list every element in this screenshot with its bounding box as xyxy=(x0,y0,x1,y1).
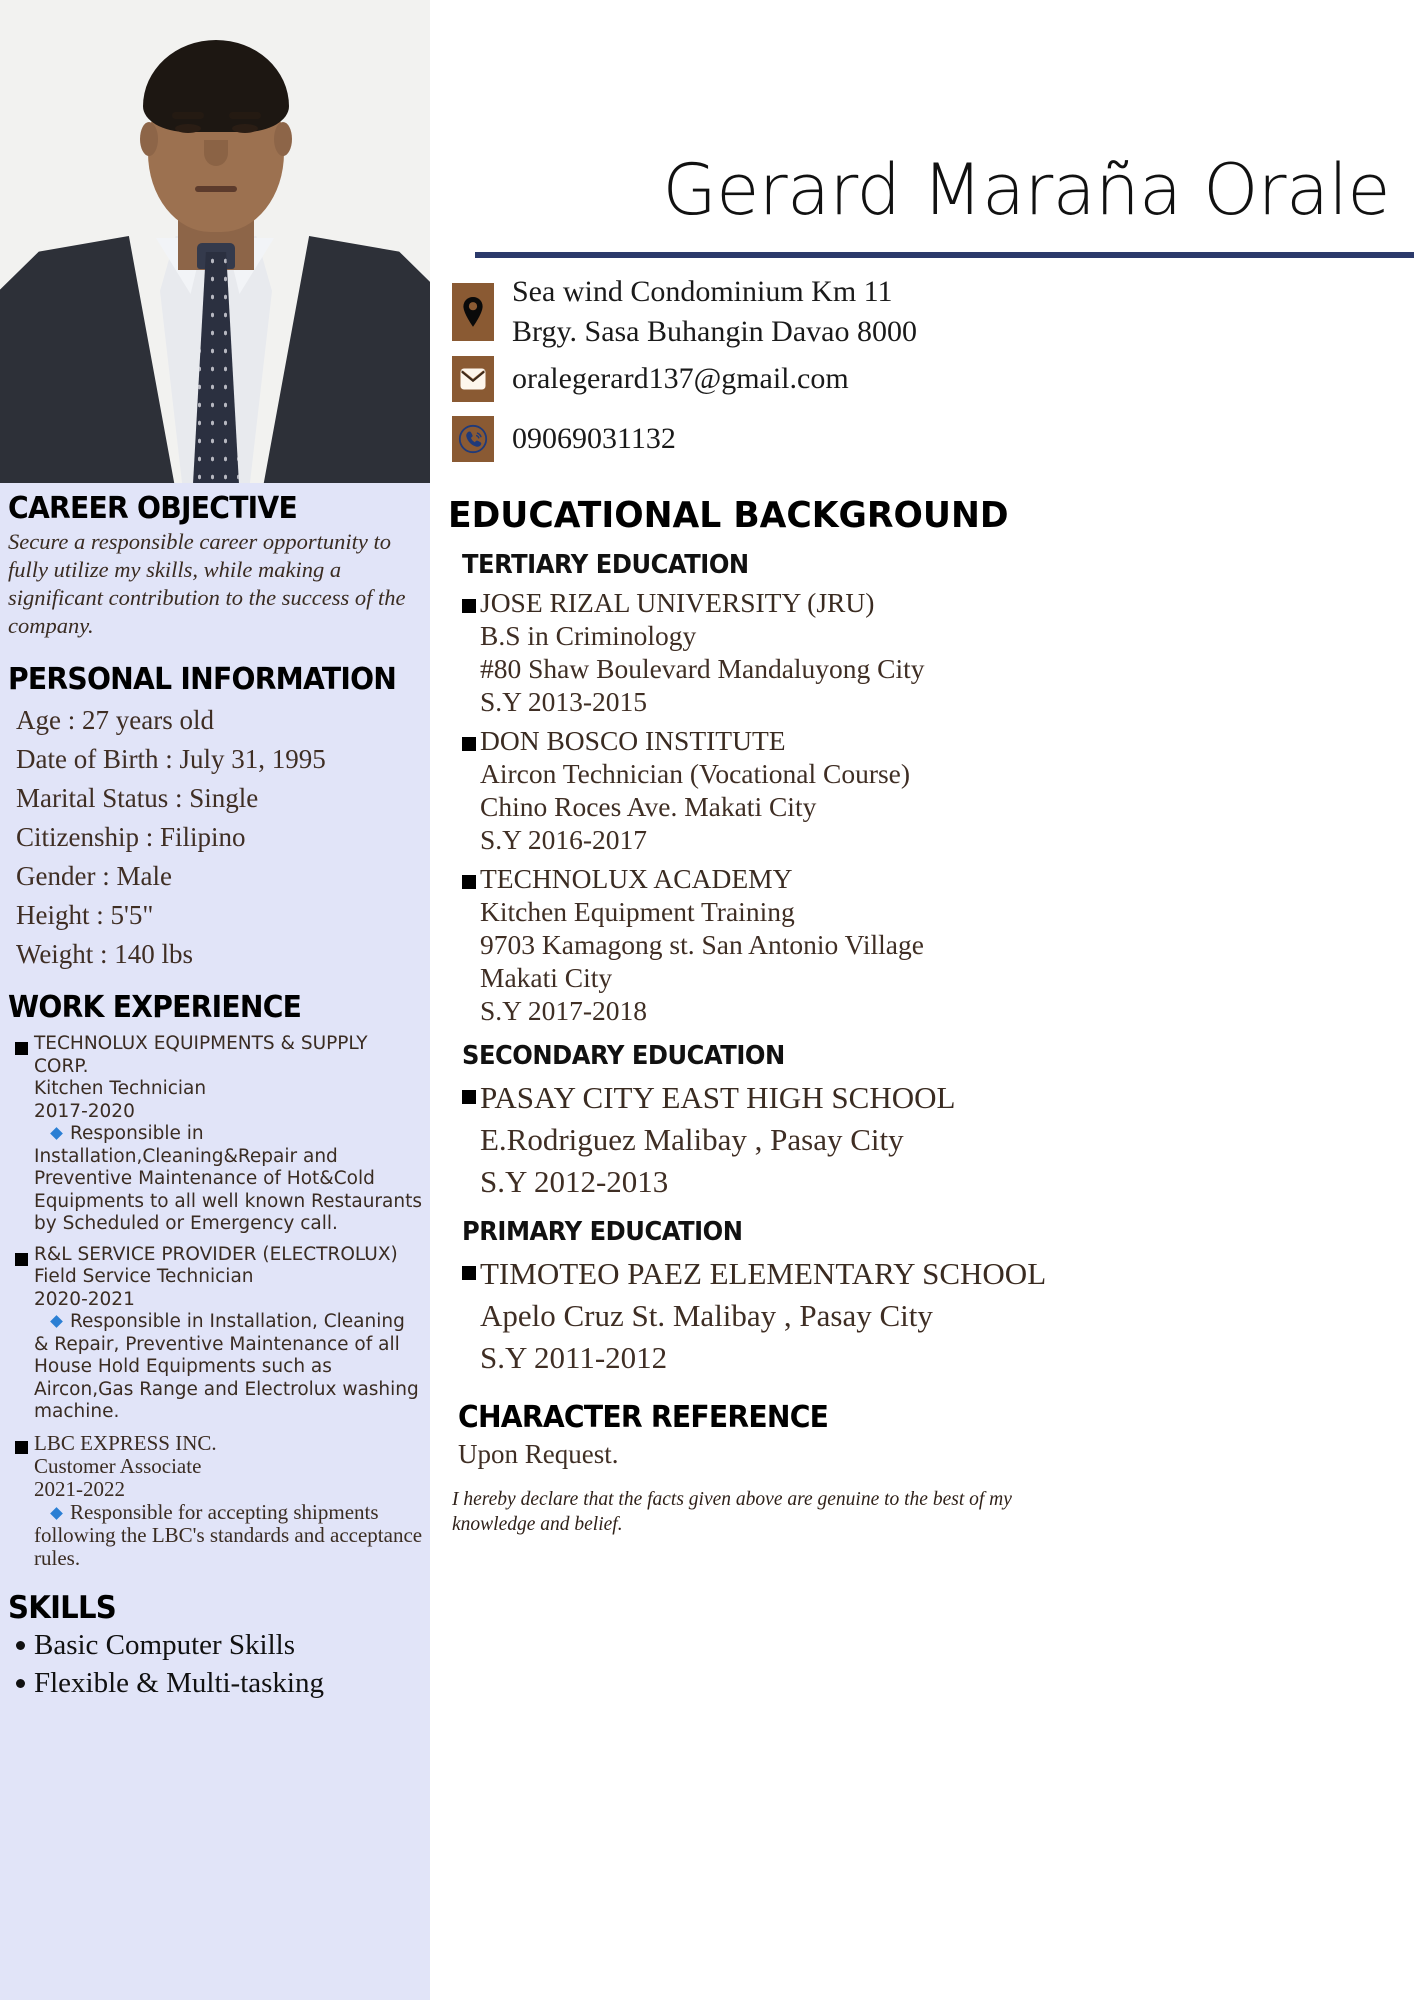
work-experience-role: Field Service Technician xyxy=(34,1266,254,1287)
skills-heading: SKILLS xyxy=(8,1589,117,1626)
personal-information-heading: PERSONAL INFORMATION xyxy=(8,662,397,697)
photo-mouth xyxy=(195,186,237,192)
skill-item xyxy=(8,1626,424,1664)
career-objective-heading: CAREER OBJECTIVE xyxy=(8,491,298,526)
education-detail: #80 Shaw Boulevard Mandaluyong City xyxy=(480,653,925,684)
education-detail: S.Y 2012-2013 xyxy=(480,1164,669,1199)
address-text xyxy=(512,272,917,352)
personal-information-list xyxy=(8,701,424,974)
work-experience-item xyxy=(8,1432,424,1570)
work-experience-duty xyxy=(34,1311,424,1424)
education-detail: 9703 Kamagong st. San Antonio Village xyxy=(480,929,924,960)
photo-eye-left xyxy=(175,124,201,133)
square-bullet-icon xyxy=(462,1266,476,1280)
contact-row-address xyxy=(452,272,1392,352)
work-experience-item xyxy=(8,1244,424,1424)
education-section xyxy=(448,495,1408,1379)
work-experience-years: 2020-2021 xyxy=(34,1288,135,1310)
square-bullet-icon xyxy=(462,599,476,613)
square-bullet-icon xyxy=(462,875,476,889)
work-experience-heading: WORK EXPERIENCE xyxy=(8,990,302,1025)
photo-eyebrow-left xyxy=(172,112,204,119)
square-bullet-icon xyxy=(15,1441,28,1454)
square-bullet-icon xyxy=(15,1253,28,1266)
character-reference-heading: CHARACTER REFERENCE xyxy=(458,1400,829,1435)
diamond-bullet-icon xyxy=(50,1315,63,1328)
square-bullet-icon xyxy=(15,1042,28,1055)
education-detail: S.Y 2016-2017 xyxy=(480,824,648,855)
square-bullet-icon xyxy=(462,1090,476,1104)
personal-info-item: Weight : 140 lbs xyxy=(16,939,194,969)
education-entry xyxy=(448,1253,1408,1379)
dot-bullet-icon xyxy=(16,1679,25,1688)
address-line-2: Brgy. Sasa Buhangin Davao 8000 xyxy=(512,315,917,348)
character-reference-text: Upon Request. xyxy=(458,1439,619,1469)
contact-row-phone[interactable] xyxy=(452,416,1392,462)
education-institution: TIMOTEO PAEZ ELEMENTARY SCHOOL xyxy=(480,1256,1047,1291)
page-title: Gerard Maraña Orale xyxy=(662,149,1390,231)
email-text[interactable]: oralegerard137@gmail.com xyxy=(512,362,849,395)
work-experience-company: R&L SERVICE PROVIDER (ELECTROLUX) xyxy=(34,1243,398,1265)
dot-bullet-icon xyxy=(16,1641,25,1650)
diamond-bullet-icon xyxy=(50,1127,63,1140)
education-detail: Makati City xyxy=(480,962,613,993)
work-experience-list xyxy=(8,1033,424,1570)
work-experience-company: LBC EXPRESS INC. xyxy=(34,1430,217,1455)
phone-text[interactable]: 09069031132 xyxy=(512,422,676,455)
work-experience-years: 2017-2020 xyxy=(34,1100,135,1122)
skills-list xyxy=(8,1626,424,1702)
skill-item xyxy=(8,1664,424,1702)
work-experience-duty xyxy=(34,1123,424,1236)
work-experience-duty-text: Responsible for accepting shipments following the LBC's standards and acceptance rules. xyxy=(34,1499,423,1570)
personal-info-item: Date of Birth : July 31, 1995 xyxy=(16,744,326,774)
photo-ear-right xyxy=(274,122,292,156)
education-detail: Apelo Cruz St. Malibay , Pasay City xyxy=(480,1298,933,1333)
education-entry xyxy=(448,586,1408,718)
skill-label: Flexible & Multi-tasking xyxy=(34,1666,324,1699)
work-experience-duty xyxy=(34,1501,424,1570)
education-detail: Chino Roces Ave. Makati City xyxy=(480,791,817,822)
photo-ear-left xyxy=(140,122,158,156)
education-entry xyxy=(448,862,1408,1027)
education-detail: Kitchen Equipment Training xyxy=(480,896,795,927)
address-line-1: Sea wind Condominium Km 11 xyxy=(512,275,893,308)
education-subheading: SECONDARY EDUCATION xyxy=(462,1041,785,1071)
education-institution: TECHNOLUX ACADEMY xyxy=(480,863,793,894)
education-entry xyxy=(448,1077,1408,1203)
education-heading: EDUCATIONAL BACKGROUND xyxy=(448,495,1009,536)
title-rule xyxy=(475,252,1414,258)
sidebar xyxy=(0,483,430,2000)
character-reference-section xyxy=(458,1400,1398,1471)
education-institution: PASAY CITY EAST HIGH SCHOOL xyxy=(480,1080,956,1115)
diamond-bullet-icon xyxy=(50,1507,63,1520)
education-institution: JOSE RIZAL UNIVERSITY (JRU) xyxy=(480,587,875,618)
contact-block xyxy=(452,272,1392,466)
education-subheading: TERTIARY EDUCATION xyxy=(462,550,749,580)
education-institution: DON BOSCO INSTITUTE xyxy=(480,725,786,756)
location-pin-icon xyxy=(452,283,494,341)
left-column xyxy=(0,0,430,2000)
square-bullet-icon xyxy=(462,737,476,751)
personal-info-item: Height : 5'5" xyxy=(16,900,154,930)
work-experience-company: TECHNOLUX EQUIPMENTS & SUPPLY CORP. xyxy=(34,1033,368,1077)
personal-info-item: Gender : Male xyxy=(16,861,172,891)
profile-photo xyxy=(0,0,430,483)
career-objective-text: Secure a responsible career opportunity to fully utilize my skills, while making a significant contribution to the success of the company. xyxy=(8,529,406,638)
education-detail: S.Y 2017-2018 xyxy=(480,995,648,1026)
photo-nose xyxy=(204,140,228,166)
right-column xyxy=(430,0,1414,2000)
education-groups xyxy=(448,550,1408,1379)
personal-info-item: Marital Status : Single xyxy=(16,783,259,813)
work-experience-role: Customer Associate xyxy=(34,1453,202,1478)
education-detail: S.Y 2011-2012 xyxy=(480,1340,668,1375)
work-experience-role: Kitchen Technician xyxy=(34,1078,207,1099)
work-experience-duty-text: Responsible in Installation,Cleaning&Repair and Preventive Maintenance of Hot&Cold Equipments to all well known Restaurants by Scheduled or Emergency call. xyxy=(34,1123,422,1234)
education-detail: B.S in Criminology xyxy=(480,620,697,651)
work-experience-duty-text: Responsible in Installation, Cleaning & Repair, Preventive Maintenance of all House Hold Equipments such as Aircon,Gas Range and Electrolux washing machine. xyxy=(34,1311,419,1422)
education-detail: S.Y 2013-2015 xyxy=(480,686,648,717)
phone-icon xyxy=(452,416,494,462)
envelope-icon xyxy=(452,356,494,402)
photo-eyebrow-right xyxy=(229,112,261,119)
work-experience-item xyxy=(8,1033,424,1236)
declaration-text: I hereby declare that the facts given above are genuine to the best of my knowledge and belief. xyxy=(452,1489,1012,1535)
work-experience-years: 2021-2022 xyxy=(34,1476,125,1501)
personal-info-item: Age : 27 years old xyxy=(16,705,214,735)
personal-info-item: Citizenship : Filipino xyxy=(16,822,246,852)
contact-row-email[interactable] xyxy=(452,356,1392,402)
education-detail: Aircon Technician (Vocational Course) xyxy=(480,758,911,789)
photo-eye-right xyxy=(232,124,258,133)
skill-label: Basic Computer Skills xyxy=(34,1628,295,1661)
education-entry xyxy=(448,724,1408,856)
education-detail: E.Rodriguez Malibay , Pasay City xyxy=(480,1122,904,1157)
education-subheading: PRIMARY EDUCATION xyxy=(462,1217,743,1247)
